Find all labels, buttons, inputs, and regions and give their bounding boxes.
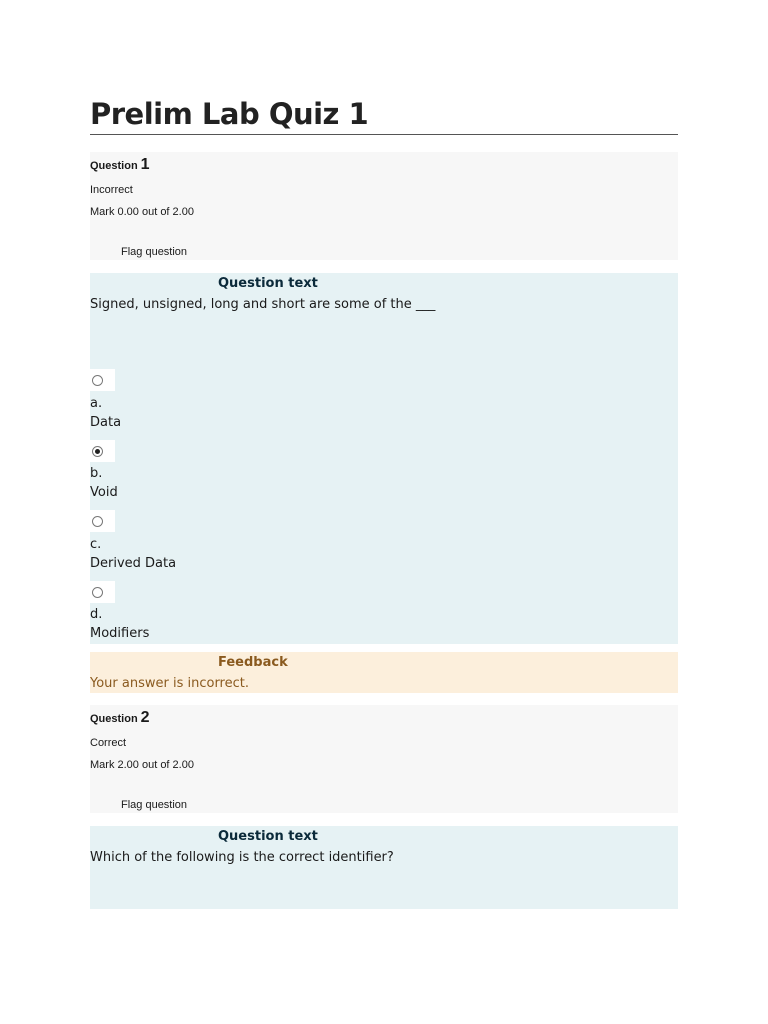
option-d-radio[interactable] [92, 587, 103, 598]
question-1-content [90, 273, 678, 644]
option-b-letter: b. [90, 466, 103, 481]
option-d-letter: d. [90, 607, 103, 622]
option-a-text: Data [90, 415, 122, 430]
question-2-mark: Mark 2.00 out of 2.00 [90, 759, 194, 771]
option-a-radio-box [90, 369, 115, 391]
question-1-feedback [90, 652, 678, 693]
option-d-text: Modifiers [90, 626, 150, 641]
question-1-info [90, 152, 678, 260]
question-2-prompt: Which of the following is the correct identifier? [90, 850, 394, 865]
feedback-label: Feedback [218, 655, 288, 670]
question-label: Question [90, 713, 138, 725]
option-a-radio[interactable] [92, 375, 103, 386]
question-2-flag-link[interactable]: Flag question [121, 799, 188, 811]
page-title: Prelim Lab Quiz 1 [90, 96, 678, 135]
option-b-radio-box [90, 440, 115, 462]
question-1-section-label: Question text [218, 276, 318, 291]
question-1-mark: Mark 0.00 out of 2.00 [90, 206, 194, 218]
question-2-content [90, 826, 678, 909]
question-1-state: Incorrect [90, 184, 133, 196]
feedback-message: Your answer is incorrect. [90, 676, 249, 691]
option-c-letter: c. [90, 537, 102, 552]
option-a-letter: a. [90, 396, 103, 411]
option-b-radio[interactable] [92, 446, 103, 457]
option-c-text: Derived Data [90, 556, 177, 571]
question-number: 1 [140, 156, 150, 173]
option-c-radio-box [90, 510, 115, 532]
option-d-radio-box [90, 581, 115, 603]
question-1-flag-link[interactable]: Flag question [121, 246, 188, 258]
option-c-radio[interactable] [92, 516, 103, 527]
question-number: 2 [140, 709, 150, 726]
question-2-state: Correct [90, 737, 127, 749]
question-2-heading [90, 709, 150, 727]
question-2-section-label: Question text [218, 829, 318, 844]
question-1-prompt: Signed, unsigned, long and short are some of the ___ [90, 297, 436, 312]
question-label: Question [90, 160, 138, 172]
option-b-text: Void [90, 485, 118, 500]
question-1-heading [90, 156, 150, 174]
question-2-info [90, 705, 678, 813]
